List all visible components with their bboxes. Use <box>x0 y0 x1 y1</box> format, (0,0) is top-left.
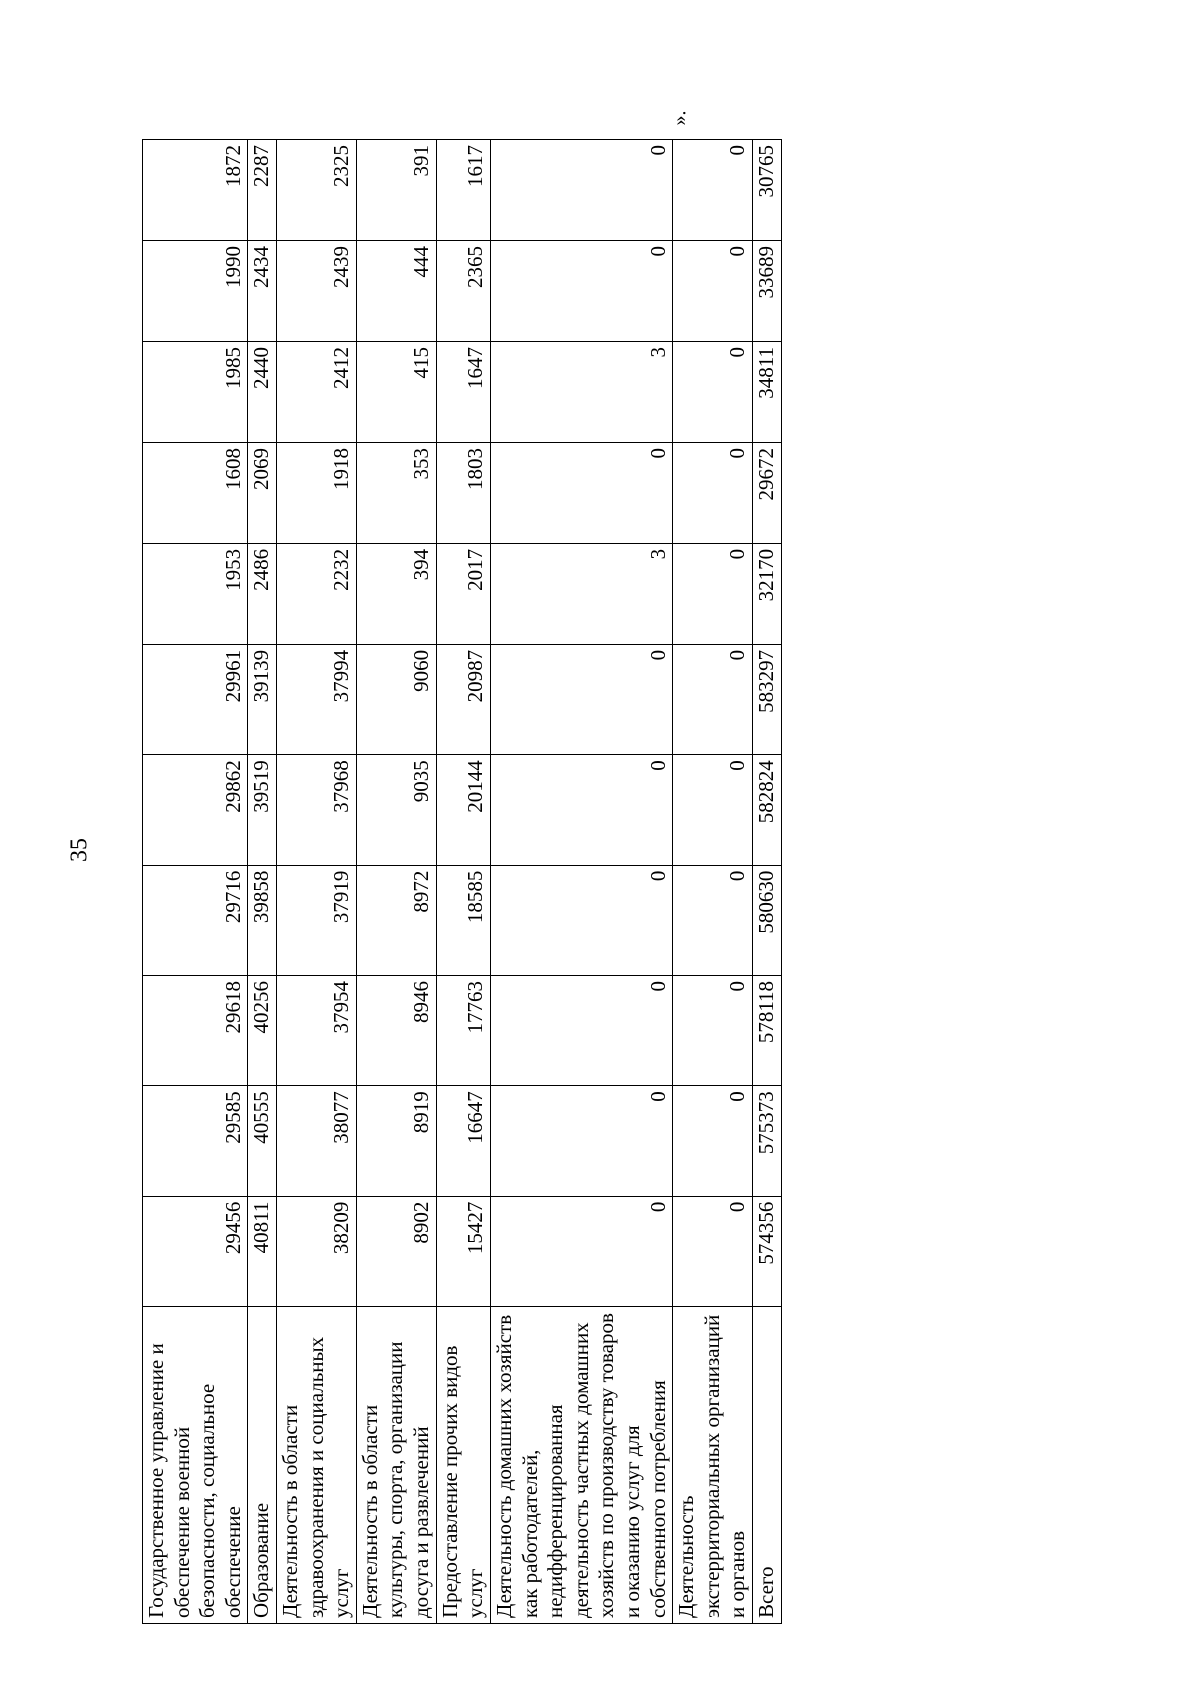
table-cell: 29961 <box>143 644 248 754</box>
table-cell: 2325 <box>277 140 357 241</box>
table-cell: 39519 <box>248 755 277 865</box>
table-cell: 0 <box>673 140 753 241</box>
table-cell: 1918 <box>277 442 357 543</box>
table-cell: 0 <box>673 644 753 754</box>
page-number: 35 <box>66 838 93 862</box>
table-cell: 0 <box>673 342 753 443</box>
table-cell: 29716 <box>143 865 248 975</box>
table-cell: 39858 <box>248 865 277 975</box>
table-cell: 0 <box>673 975 753 1085</box>
table-cell: 2486 <box>248 543 277 644</box>
table-cell: 40811 <box>248 1196 277 1306</box>
table-cell: 2412 <box>277 342 357 443</box>
table-cell: 40555 <box>248 1086 277 1196</box>
table-cell: 0 <box>490 241 672 342</box>
table-cell: 15427 <box>436 1196 490 1306</box>
table-cell: 583297 <box>753 644 782 754</box>
table-cell: 391 <box>356 140 436 241</box>
table-cell: 1647 <box>436 342 490 443</box>
table-cell: 1608 <box>143 442 248 543</box>
table-cell: 415 <box>356 342 436 443</box>
row-label: Деятельность в области здравоохранения и социальных услуг <box>277 1307 357 1624</box>
table-cell: 0 <box>490 975 672 1085</box>
table-cell: 33689 <box>753 241 782 342</box>
table-cell: 29862 <box>143 755 248 865</box>
table-cell: 1617 <box>436 140 490 241</box>
table-cell: 9060 <box>356 644 436 754</box>
table-cell: 0 <box>490 1086 672 1196</box>
table-cell: 0 <box>673 543 753 644</box>
table-cell: 3 <box>490 543 672 644</box>
table-cell: 1872 <box>143 140 248 241</box>
table-cell: 29585 <box>143 1086 248 1196</box>
table-cell: 2434 <box>248 241 277 342</box>
table-cell: 38077 <box>277 1086 357 1196</box>
table-body <box>143 140 782 1624</box>
row-label: Государственное управление и обеспечение военной безопасности, социальное обеспечение <box>143 1307 248 1624</box>
table-cell: 29672 <box>753 442 782 543</box>
table-cell: 575373 <box>753 1086 782 1196</box>
table-cell: 38209 <box>277 1196 357 1306</box>
table-cell: 16647 <box>436 1086 490 1196</box>
table-cell: 0 <box>490 755 672 865</box>
table-cell: 2069 <box>248 442 277 543</box>
table-cell: 2439 <box>277 241 357 342</box>
table-cell: 20144 <box>436 755 490 865</box>
table-cell: 8919 <box>356 1086 436 1196</box>
table-row <box>356 140 436 1624</box>
rotated-table-container <box>142 139 779 1624</box>
table-cell: 34811 <box>753 342 782 443</box>
row-label: Всего <box>753 1307 782 1624</box>
table-cell: 0 <box>490 442 672 543</box>
table-row <box>143 140 248 1624</box>
table-cell: 37954 <box>277 975 357 1085</box>
table-cell: 0 <box>673 442 753 543</box>
table-cell: 8972 <box>356 865 436 975</box>
table-cell: 18585 <box>436 865 490 975</box>
row-label: Деятельность в области культуры, спорта, организации досуга и развлечений <box>356 1307 436 1624</box>
table-cell: 1953 <box>143 543 248 644</box>
table-cell: 39139 <box>248 644 277 754</box>
table-cell: 37968 <box>277 755 357 865</box>
table-cell: 2287 <box>248 140 277 241</box>
table-cell: 37919 <box>277 865 357 975</box>
table-cell: 29618 <box>143 975 248 1085</box>
table-cell: 2232 <box>277 543 357 644</box>
table-cell: 30765 <box>753 140 782 241</box>
table-cell: 1803 <box>436 442 490 543</box>
table-cell: 1985 <box>143 342 248 443</box>
table-cell: 40256 <box>248 975 277 1085</box>
row-label: Деятельность экстерриториальных организаций и органов <box>673 1307 753 1624</box>
table-cell: 29456 <box>143 1196 248 1306</box>
table-cell: 580630 <box>753 865 782 975</box>
table-cell: 3 <box>490 342 672 443</box>
table-cell: 17763 <box>436 975 490 1085</box>
table-row <box>490 140 672 1624</box>
table-cell: 394 <box>356 543 436 644</box>
table-row <box>436 140 490 1624</box>
table-cell: 2017 <box>436 543 490 644</box>
table-cell: 0 <box>490 865 672 975</box>
statistics-table <box>142 139 782 1624</box>
table-cell: 0 <box>490 644 672 754</box>
closing-quote-mark: ». <box>668 110 691 126</box>
table-row <box>753 140 782 1624</box>
table-cell: 2440 <box>248 342 277 443</box>
table-cell: 0 <box>673 865 753 975</box>
table-cell: 1990 <box>143 241 248 342</box>
table-row <box>248 140 277 1624</box>
table-cell: 0 <box>673 1196 753 1306</box>
table-cell: 353 <box>356 442 436 543</box>
table-cell: 9035 <box>356 755 436 865</box>
table-cell: 32170 <box>753 543 782 644</box>
row-label: Предоставление прочих видов услуг <box>436 1307 490 1624</box>
table-cell: 574356 <box>753 1196 782 1306</box>
table-cell: 0 <box>673 241 753 342</box>
table-cell: 8902 <box>356 1196 436 1306</box>
table-row <box>673 140 753 1624</box>
row-label: Образование <box>248 1307 277 1624</box>
table-cell: 20987 <box>436 644 490 754</box>
table-cell: 578118 <box>753 975 782 1085</box>
table-cell: 8946 <box>356 975 436 1085</box>
table-cell: 444 <box>356 241 436 342</box>
table-cell: 2365 <box>436 241 490 342</box>
table-cell: 0 <box>673 1086 753 1196</box>
table-cell: 0 <box>490 1196 672 1306</box>
table-cell: 0 <box>673 755 753 865</box>
table-cell: 582824 <box>753 755 782 865</box>
table-cell: 37994 <box>277 644 357 754</box>
table-row <box>277 140 357 1624</box>
row-label: Деятельность домашних хозяйств как работодателей, недифференцированная деятельность частных домашних хозяйств по производству товаров и оказанию услуг для собственного потребления <box>490 1307 672 1624</box>
table-cell: 0 <box>490 140 672 241</box>
